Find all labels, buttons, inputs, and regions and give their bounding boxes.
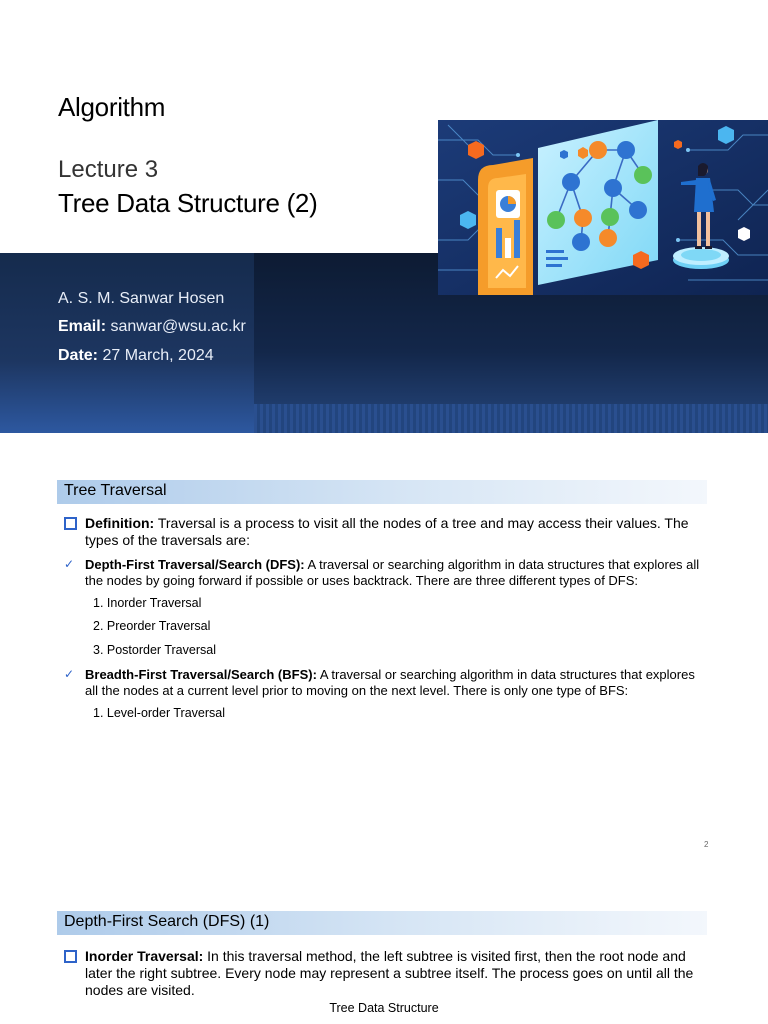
lecture-date: [58, 347, 214, 365]
inorder-paragraph: [85, 948, 705, 999]
square-bullet-icon: [64, 517, 77, 530]
inorder-label: Inorder Traversal:: [85, 948, 204, 964]
title-slide: [0, 0, 768, 433]
dfs-slide: [0, 863, 768, 1024]
bfs-item-level-order: 1. Level-order Traversal: [93, 706, 226, 720]
dfs-label: Depth-First Traversal/Search (DFS):: [85, 557, 305, 572]
author-email: [58, 318, 246, 336]
dfs-text: A traversal or searching algorithm in data structures that explores all the nodes by going forward if possible or uses backtrack. There are three different types of DFS:: [85, 557, 700, 588]
inorder-text: In this traversal method, the left subtree is visited first, then the root node and later the right subtree. Every node may represent a subtree itself. The process goes on until all the nodes are visited.: [85, 948, 694, 998]
slide-subtitle: Tree Data Structure (2): [58, 188, 318, 218]
navy-band-strip: [254, 404, 768, 433]
hero-illustration: [438, 120, 768, 295]
email-label: Email:: [58, 318, 107, 335]
check-bullet-icon: ✓: [64, 667, 75, 681]
bfs-label: Breadth-First Traversal/Search (BFS):: [85, 667, 317, 682]
section-header: [57, 911, 707, 935]
navy-band-left: [0, 253, 254, 433]
lecture-number: Lecture 3: [58, 156, 159, 183]
square-bullet-icon: [64, 950, 77, 963]
definition-paragraph: [85, 515, 705, 549]
check-bullet-icon: ✓: [64, 557, 75, 571]
slide-title: Algorithm: [58, 92, 166, 122]
bfs-text: A traversal or searching algorithm in data structures that explores all the nodes at a current level prior to moving on the next level. There is only one type of BFS:: [85, 667, 695, 698]
slide-footer: Tree Data Structure: [329, 1001, 439, 1015]
definition-label: Definition:: [85, 515, 155, 531]
author-name: A. S. M. Sanwar Hosen: [58, 290, 225, 307]
dfs-item-preorder: 2. Preorder Traversal: [93, 619, 211, 633]
date-value: 27 March, 2024: [102, 347, 214, 364]
section-title: Depth-First Search (DFS) (1): [64, 913, 270, 930]
section-title: Tree Traversal: [64, 482, 167, 499]
tree-traversal-slide: [0, 433, 768, 863]
dfs-paragraph: [85, 557, 705, 589]
dfs-item-postorder: 3. Postorder Traversal: [93, 643, 216, 657]
dfs-item-inorder: 1. Inorder Traversal: [93, 596, 202, 610]
email-value: sanwar@wsu.ac.kr: [110, 318, 246, 335]
section-header: [57, 480, 707, 504]
definition-text: Traversal is a process to visit all the nodes of a tree and may access their values. The types of the traversals are:: [85, 515, 689, 548]
bfs-paragraph: [85, 667, 705, 699]
page-number: 2: [704, 840, 709, 849]
date-label: Date:: [58, 347, 99, 364]
